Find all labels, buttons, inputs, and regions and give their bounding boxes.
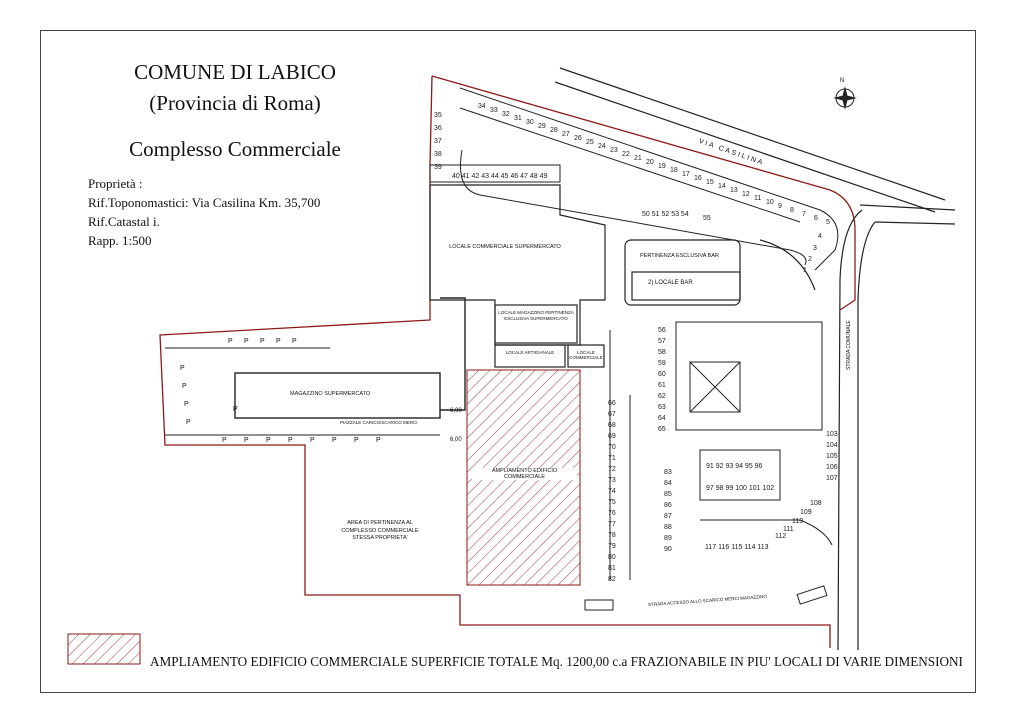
project-title: Complesso Commerciale [129, 137, 341, 161]
svg-text:66: 66 [608, 400, 616, 407]
svg-text:4: 4 [818, 233, 822, 240]
svg-text:78: 78 [608, 532, 616, 539]
svg-text:86: 86 [664, 502, 672, 509]
svg-text:58: 58 [658, 349, 666, 356]
svg-text:2: 2 [808, 256, 812, 263]
svg-text:17: 17 [682, 171, 690, 178]
svg-text:77: 77 [608, 521, 616, 528]
svg-text:36: 36 [434, 125, 442, 132]
svg-text:71: 71 [608, 455, 616, 462]
svg-text:107: 107 [826, 475, 838, 482]
svg-text:56: 56 [658, 327, 666, 334]
svg-text:103: 103 [826, 431, 838, 438]
svg-text:11: 11 [754, 195, 762, 202]
info-scale: Rapp. 1:500 [88, 233, 152, 248]
svg-text:38: 38 [434, 151, 442, 158]
parking-p: P [266, 437, 271, 444]
svg-text:40 41 42 43 44 45 46 47 48 49: 40 41 42 43 44 45 46 47 48 49 [452, 173, 548, 180]
compass-rose-icon [833, 86, 857, 110]
label-strada-comunale: STRADA COMUNALE [846, 320, 852, 370]
truck-icon [585, 600, 613, 610]
svg-text:62: 62 [658, 393, 666, 400]
right-stall-numbers [608, 327, 838, 583]
label-pertinence-area: AREA DI PERTINENZA AL COMPLESSO COMMERCIALE STESSA PROPRIETA' [341, 520, 419, 542]
label-bar: 2) LOCALE BAR [648, 280, 693, 286]
svg-text:22: 22 [622, 151, 630, 158]
svg-text:27: 27 [562, 131, 570, 138]
svg-text:30: 30 [526, 119, 534, 126]
parking-p: P [310, 437, 315, 444]
svg-text:75: 75 [608, 499, 616, 506]
label-expansion: AMPLIAMENTO EDIFICIO COMMERCIALE [472, 468, 577, 480]
svg-text:20: 20 [646, 159, 654, 166]
parking-right [610, 322, 832, 580]
svg-text:105: 105 [826, 453, 838, 460]
svg-text:97 98 99 100 101 102: 97 98 99 100 101 102 [706, 485, 775, 492]
svg-text:14: 14 [718, 183, 726, 190]
svg-text:87: 87 [664, 513, 672, 520]
info-cadastral: Rif.Catastal i. [88, 214, 160, 229]
svg-text:81: 81 [608, 565, 616, 572]
svg-text:83: 83 [664, 469, 672, 476]
label-warehouse: MAGAZZINO SUPERMERCATO [290, 391, 371, 397]
svg-text:112: 112 [775, 533, 787, 540]
parking-p: P [186, 419, 191, 426]
svg-text:76: 76 [608, 510, 616, 517]
svg-text:39: 39 [434, 164, 442, 171]
svg-text:73: 73 [608, 477, 616, 484]
svg-text:13: 13 [730, 187, 738, 194]
parking-p: P [276, 338, 281, 345]
svg-text:16: 16 [694, 175, 702, 182]
svg-text:91 92 93 94 95 96: 91 92 93 94 95 96 [706, 463, 763, 470]
parking-p: P [182, 383, 187, 390]
svg-text:8: 8 [790, 207, 794, 214]
svg-text:69: 69 [608, 433, 616, 440]
svg-text:108: 108 [810, 500, 822, 507]
parking-p: P [376, 437, 381, 444]
svg-text:33: 33 [490, 107, 498, 114]
svg-text:28: 28 [550, 127, 558, 134]
parking-p: P [184, 401, 189, 408]
page-subtitle: (Provincia di Roma) [149, 91, 321, 115]
svg-text:37: 37 [434, 138, 442, 145]
svg-text:59: 59 [658, 360, 666, 367]
parking-p: P [228, 338, 233, 345]
parking-p: P [244, 437, 249, 444]
svg-text:34: 34 [478, 103, 486, 110]
parking-p: P [180, 365, 185, 372]
svg-text:10: 10 [766, 199, 774, 206]
legend-text: AMPLIAMENTO EDIFICIO COMMERCIALE SUPERFICIE TOTALE Mq. 1200,00 c.a FRAZIONABILE IN PIU' LOCALI DI VARIE DIMENSIONI [150, 654, 963, 669]
svg-text:50 51 52 53 54: 50 51 52 53 54 [642, 211, 689, 218]
svg-text:23: 23 [610, 147, 618, 154]
info-owner: Proprietà : [88, 176, 143, 191]
svg-text:24: 24 [598, 143, 606, 150]
label-magazzino-locale: LOCALE MAGAZZINO PERTINENZA ESCLUSIVA SUPERMERCATO [498, 310, 574, 321]
svg-text:79: 79 [608, 543, 616, 550]
parking-p: P [244, 338, 249, 345]
label-commerciale: LOCALE COMMERCIALE [569, 350, 603, 360]
svg-text:7: 7 [802, 211, 806, 218]
svg-text:80: 80 [608, 554, 616, 561]
truck-icon-2 [797, 586, 827, 604]
parking-p: P [332, 437, 337, 444]
svg-text:26: 26 [574, 135, 582, 142]
label-level-1: 6,00 [450, 408, 462, 414]
svg-text:3: 3 [813, 245, 817, 252]
label-level-2: 6,00 [450, 437, 462, 443]
svg-text:29: 29 [538, 123, 546, 130]
svg-text:21: 21 [634, 155, 642, 162]
svg-text:85: 85 [664, 491, 672, 498]
svg-text:6: 6 [814, 215, 818, 222]
parking-p: P [260, 338, 265, 345]
parking-p: P [288, 437, 293, 444]
label-supermarket: LOCALE COMMERCIALE SUPERMERCATO [449, 244, 561, 250]
svg-text:82: 82 [608, 576, 616, 583]
svg-text:18: 18 [670, 167, 678, 174]
svg-text:31: 31 [514, 115, 522, 122]
svg-text:110: 110 [792, 518, 804, 525]
svg-text:67: 67 [608, 411, 616, 418]
svg-text:117 116 115 114 113: 117 116 115 114 113 [705, 544, 769, 551]
svg-text:65: 65 [658, 426, 666, 433]
svg-text:84: 84 [664, 480, 672, 487]
svg-text:90: 90 [664, 546, 672, 553]
parking-p: P [222, 437, 227, 444]
page-title: COMUNE DI LABICO [134, 60, 336, 84]
svg-text:109: 109 [800, 509, 812, 516]
svg-text:61: 61 [658, 382, 666, 389]
svg-text:74: 74 [608, 488, 616, 495]
parking-p: P [292, 338, 297, 345]
parking-p: P [354, 437, 359, 444]
svg-text:25: 25 [586, 139, 594, 146]
svg-text:55: 55 [703, 215, 711, 222]
label-loading-yard: PIAZZALE CARICO/SCARICO MERCI [340, 420, 418, 425]
svg-text:12: 12 [742, 191, 750, 198]
parking-p: P [233, 406, 238, 413]
svg-text:63: 63 [658, 404, 666, 411]
svg-text:89: 89 [664, 535, 672, 542]
svg-text:72: 72 [608, 466, 616, 473]
label-via-casilina: VIA CASILINA [697, 138, 766, 168]
svg-text:88: 88 [664, 524, 672, 531]
svg-text:57: 57 [658, 338, 666, 345]
svg-text:19: 19 [658, 163, 666, 170]
label-access-road: STRADA ACCESSO ALLO SCARICO MERCI MAGAZZINO [647, 593, 768, 608]
svg-text:1: 1 [803, 267, 807, 274]
info-address: Rif.Toponomastici: Via Casilina Km. 35,700 [88, 195, 321, 210]
svg-text:32: 32 [502, 111, 510, 118]
svg-text:9: 9 [778, 203, 782, 210]
svg-text:35: 35 [434, 112, 442, 119]
label-artigianale: LOCALE ARTIGIANALE [505, 350, 555, 355]
svg-text:104: 104 [826, 442, 838, 449]
svg-text:111: 111 [783, 526, 794, 533]
svg-text:5: 5 [826, 219, 830, 226]
label-bar-area: PERTINENZA ESCLUSIVA BAR [640, 253, 719, 259]
svg-text:106: 106 [826, 464, 838, 471]
svg-text:15: 15 [706, 179, 714, 186]
svg-text:60: 60 [658, 371, 666, 378]
via-casilina-road [555, 68, 955, 650]
svg-text:68: 68 [608, 422, 616, 429]
svg-text:70: 70 [608, 444, 616, 451]
svg-text:64: 64 [658, 415, 666, 422]
compass-north-label: N [840, 78, 845, 84]
legend-hatch-swatch [68, 634, 140, 664]
